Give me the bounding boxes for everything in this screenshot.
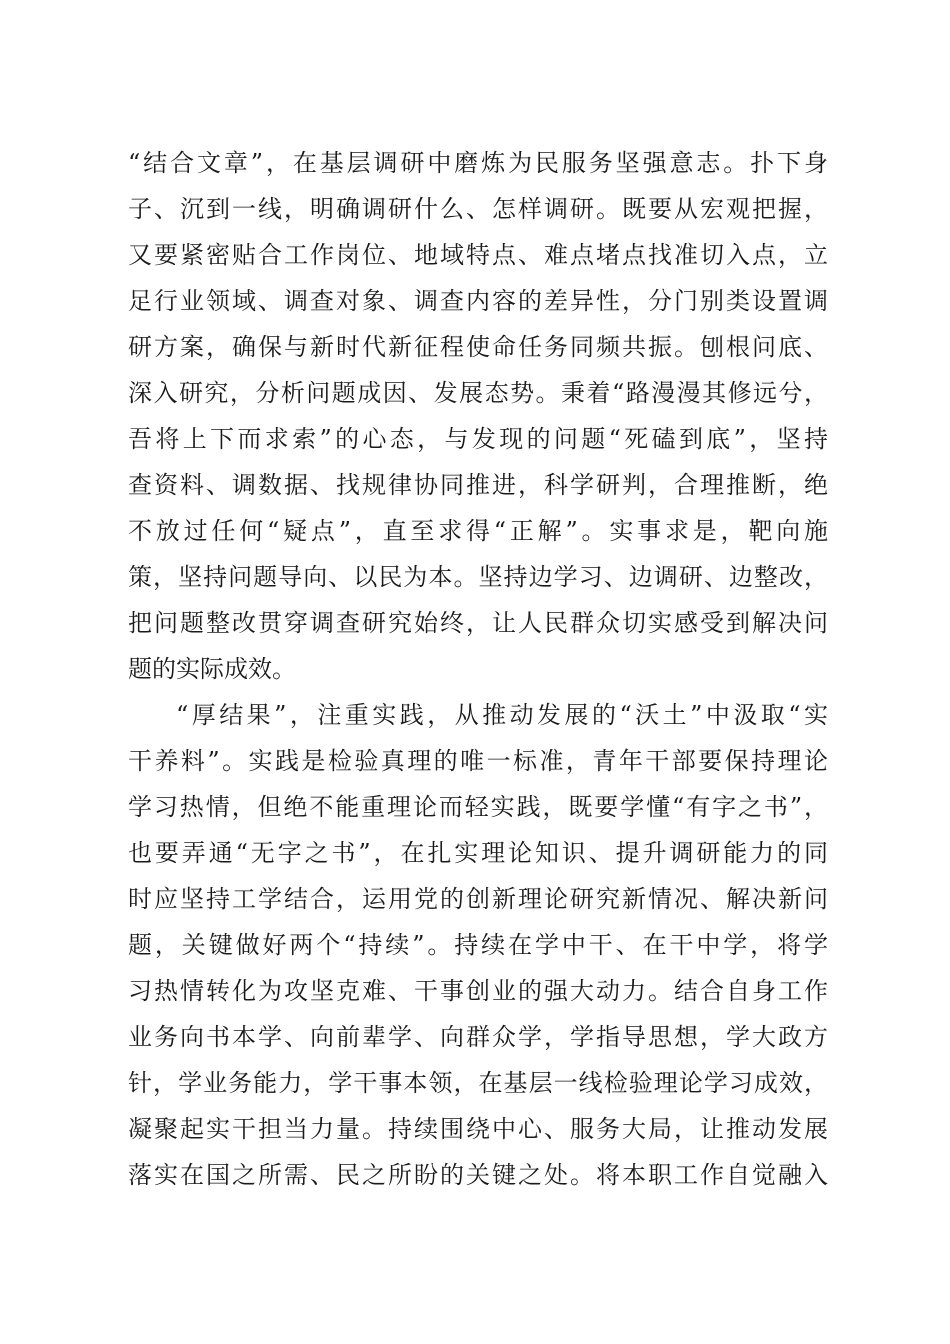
paragraph-2 bbox=[128, 692, 828, 1198]
text-line: 题的实际成效。 bbox=[128, 655, 296, 683]
text-line: 深入研究，分析问题成因、发展态势。秉着“路漫漫其修远兮， bbox=[128, 379, 828, 407]
text-line: 策，坚持问题导向、以民为本。坚持边学习、边调研、边整改， bbox=[128, 563, 828, 591]
text-line: 子、沉到一线，明确调研什么、怎样调研。既要从宏观把握， bbox=[128, 195, 828, 223]
paragraph-1 bbox=[128, 140, 828, 692]
text-line: 不放过任何“疑点”，直至求得“正解”。实事求是，靶向施 bbox=[128, 517, 828, 545]
text-line: 学习热情，但绝不能重理论而轻实践，既要学懂“有字之书”， bbox=[128, 793, 828, 821]
text-line: 业务向书本学、向前辈学、向群众学，学指导思想，学大政方 bbox=[128, 1023, 828, 1051]
text-line: 也要弄通“无字之书”，在扎实理论知识、提升调研能力的同 bbox=[128, 839, 828, 867]
text-line: 吾将上下而求索”的心态，与发现的问题“死磕到底”，坚持 bbox=[128, 425, 828, 453]
text-line: 查资料、调数据、找规律协同推进，科学研判，合理推断，绝 bbox=[128, 471, 828, 499]
text-line: 研方案，确保与新时代新征程使命任务同频共振。刨根问底、 bbox=[128, 333, 828, 361]
text-line: 针，学业务能力，学干事本领，在基层一线检验理论学习成效， bbox=[128, 1069, 828, 1097]
text-line: 习热情转化为攻坚克难、干事创业的强大动力。结合自身工作 bbox=[128, 977, 828, 1005]
text-line: 把问题整改贯穿调查研究始终，让人民群众切实感受到解决问 bbox=[128, 609, 828, 637]
text-line: 凝聚起实干担当力量。持续围绕中心、服务大局，让推动发展 bbox=[128, 1115, 828, 1143]
text-line: “结合文章”，在基层调研中磨炼为民服务坚强意志。扑下身 bbox=[128, 149, 828, 177]
text-line: 落实在国之所需、民之所盼的关键之处。将本职工作自觉融入 bbox=[128, 1161, 828, 1189]
text-line: 时应坚持工学结合，运用党的创新理论研究新情况、解决新问 bbox=[128, 885, 828, 913]
text-line: 题，关键做好两个“持续”。持续在学中干、在干中学，将学 bbox=[128, 931, 828, 959]
text-line: “厚结果”，注重实践，从推动发展的“沃土”中汲取“实 bbox=[176, 701, 828, 729]
text-line: 足行业领域、调查对象、调查内容的差异性，分门别类设置调 bbox=[128, 287, 828, 315]
text-line: 干养料”。实践是检验真理的唯一标准，青年干部要保持理论 bbox=[128, 747, 828, 775]
body-text bbox=[128, 140, 828, 1198]
text-line: 又要紧密贴合工作岗位、地域特点、难点堵点找准切入点，立 bbox=[128, 241, 828, 269]
